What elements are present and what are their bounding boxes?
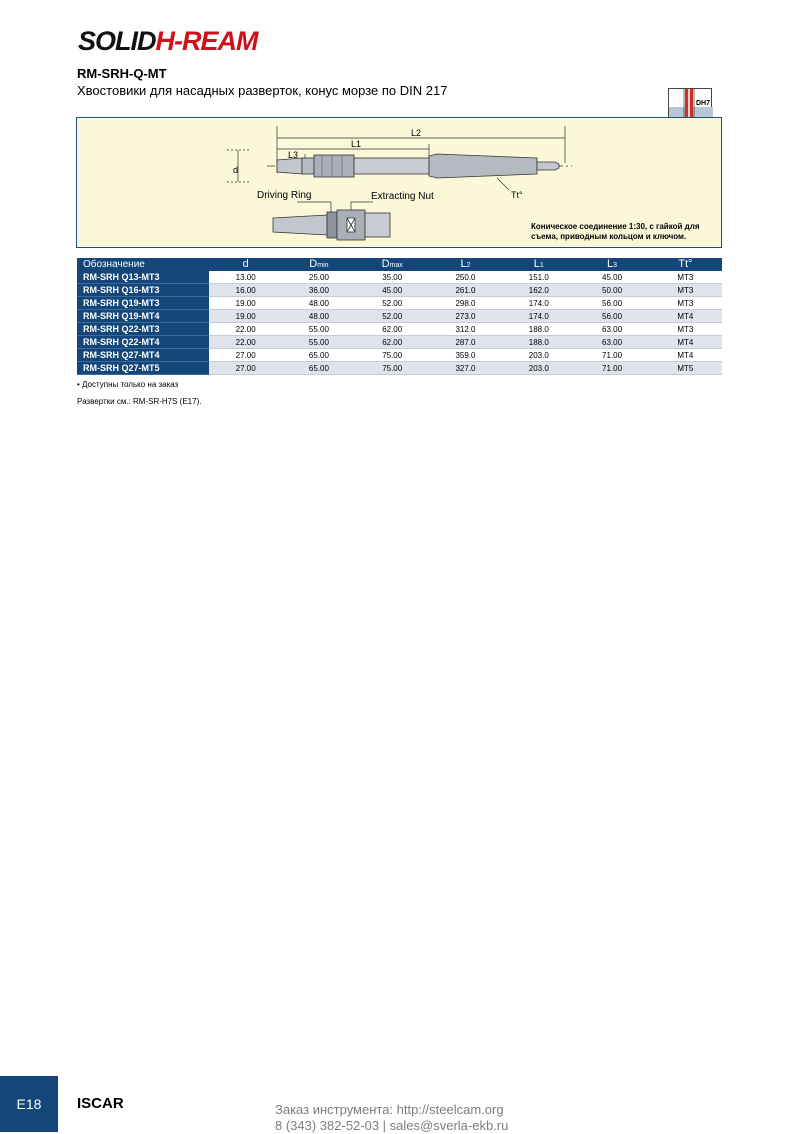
cell-d-min: 48.00 [282,310,355,323]
table-row [77,297,722,310]
cell-l3: 45.00 [575,271,648,284]
cell-l3: 50.00 [575,284,648,297]
header-d: d [209,258,282,271]
cell-d-max: 45.00 [356,284,429,297]
cell-d: 22.00 [209,336,282,349]
cell-l2: 327.0 [429,362,502,375]
cell-l2: 261.0 [429,284,502,297]
cell-l3: 63.00 [575,336,648,349]
header-designation: Обозначение [77,258,209,271]
cell-d: 19.00 [209,310,282,323]
cell-designation: RM-SRH Q22-MT4 [77,336,209,349]
cell-d: 27.00 [209,362,282,375]
cell-l1: 174.0 [502,297,575,310]
cell-d: 13.00 [209,271,282,284]
dim-taper-label: Tt° [511,190,523,200]
cell-l2: 312.0 [429,323,502,336]
cell-designation: RM-SRH Q27-MT5 [77,362,209,375]
tolerance-label: DH7 [696,100,711,107]
cell-d-min: 55.00 [282,336,355,349]
cell-d: 22.00 [209,323,282,336]
cell-taper: MT4 [649,310,722,323]
specification-table [77,258,722,375]
cell-taper: MT4 [649,349,722,362]
cell-l1: 151.0 [502,271,575,284]
product-subtitle: Хвостовики для насадных разверток, конус морзе по DIN 217 [77,83,448,98]
cell-l1: 162.0 [502,284,575,297]
cell-l1: 188.0 [502,323,575,336]
page-number-tab: E18 [0,1076,58,1132]
product-code: RM-SRH-Q-MT [77,66,167,81]
cell-d-max: 62.00 [356,323,429,336]
cell-l2: 359.0 [429,349,502,362]
cell-l2: 287.0 [429,336,502,349]
cell-d: 27.00 [209,349,282,362]
cell-designation: RM-SRH Q19-MT3 [77,297,209,310]
cell-d-max: 52.00 [356,310,429,323]
taper-connection-note: Коническое соединение 1:30, с гайкой для съема, приводным кольцом и ключом. [531,222,700,241]
dim-d-label: d [233,165,239,175]
header-l2: L2 [429,258,502,271]
table-row [77,284,722,297]
cell-d: 16.00 [209,284,282,297]
driving-ring-label: Driving Ring [257,190,312,201]
cell-designation: RM-SRH Q13-MT3 [77,271,209,284]
order-link-line[interactable]: Заказ инструмента: http://steelcam.org [275,1102,504,1117]
header-d-min: Dmin [282,258,355,271]
cell-d: 19.00 [209,297,282,310]
availability-footnote: • Доступны только на заказ [77,380,179,389]
cell-d-min: 55.00 [282,323,355,336]
cell-designation: RM-SRH Q22-MT3 [77,323,209,336]
cell-designation: RM-SRH Q27-MT4 [77,349,209,362]
cell-l1: 174.0 [502,310,575,323]
table-row [77,349,722,362]
cell-taper: MT4 [649,336,722,349]
logo-part-solid: SOLID [78,26,156,56]
cell-d-min: 25.00 [282,271,355,284]
table-row [77,310,722,323]
dim-l3-label: L3 [288,150,299,160]
header-d-max: Dmax [356,258,429,271]
cell-l1: 203.0 [502,362,575,375]
cell-l2: 273.0 [429,310,502,323]
header-l1: L1 [502,258,575,271]
cell-d-min: 65.00 [282,349,355,362]
table-row [77,323,722,336]
cell-l3: 56.00 [575,310,648,323]
cell-l3: 71.00 [575,362,648,375]
cell-l2: 298.0 [429,297,502,310]
cell-taper: MT3 [649,297,722,310]
order-contacts [275,1102,508,1134]
cell-l1: 203.0 [502,349,575,362]
cell-taper: MT3 [649,271,722,284]
solid-h-ream-logo [78,26,258,57]
extracting-nut-label: Extracting Nut [371,191,434,202]
table-row [77,362,722,375]
logo-part-h-ream: H-REAM [155,26,258,56]
cell-taper: MT3 [649,284,722,297]
cell-d-min: 36.00 [282,284,355,297]
header-taper: Tt° [649,258,722,271]
cell-d-max: 35.00 [356,271,429,284]
cell-l1: 188.0 [502,336,575,349]
drawing-area [76,117,722,248]
cell-d-min: 65.00 [282,362,355,375]
table-row [77,336,722,349]
cell-l2: 250.0 [429,271,502,284]
dim-l1-label: L1 [351,139,362,149]
table-header-row [77,258,722,271]
cell-d-max: 52.00 [356,297,429,310]
cell-taper: MT5 [649,362,722,375]
contact-line[interactable]: 8 (343) 382-52-03 | sales@sverla-ekb.ru [275,1118,509,1133]
dim-l2-label: L2 [411,128,422,138]
iscar-brand: ISCAR [77,1095,124,1112]
cell-taper: MT3 [649,323,722,336]
reference-footnote: Развертки см.: RM-SR-H7S (E17). [77,397,202,406]
table-row [77,271,722,284]
cell-d-max: 62.00 [356,336,429,349]
cell-designation: RM-SRH Q19-MT4 [77,310,209,323]
cell-d-max: 75.00 [356,362,429,375]
cell-l3: 63.00 [575,323,648,336]
cell-designation: RM-SRH Q16-MT3 [77,284,209,297]
cell-d-max: 75.00 [356,349,429,362]
cell-l3: 71.00 [575,349,648,362]
cell-l3: 56.00 [575,297,648,310]
header-l3: L3 [575,258,648,271]
cell-d-min: 48.00 [282,297,355,310]
